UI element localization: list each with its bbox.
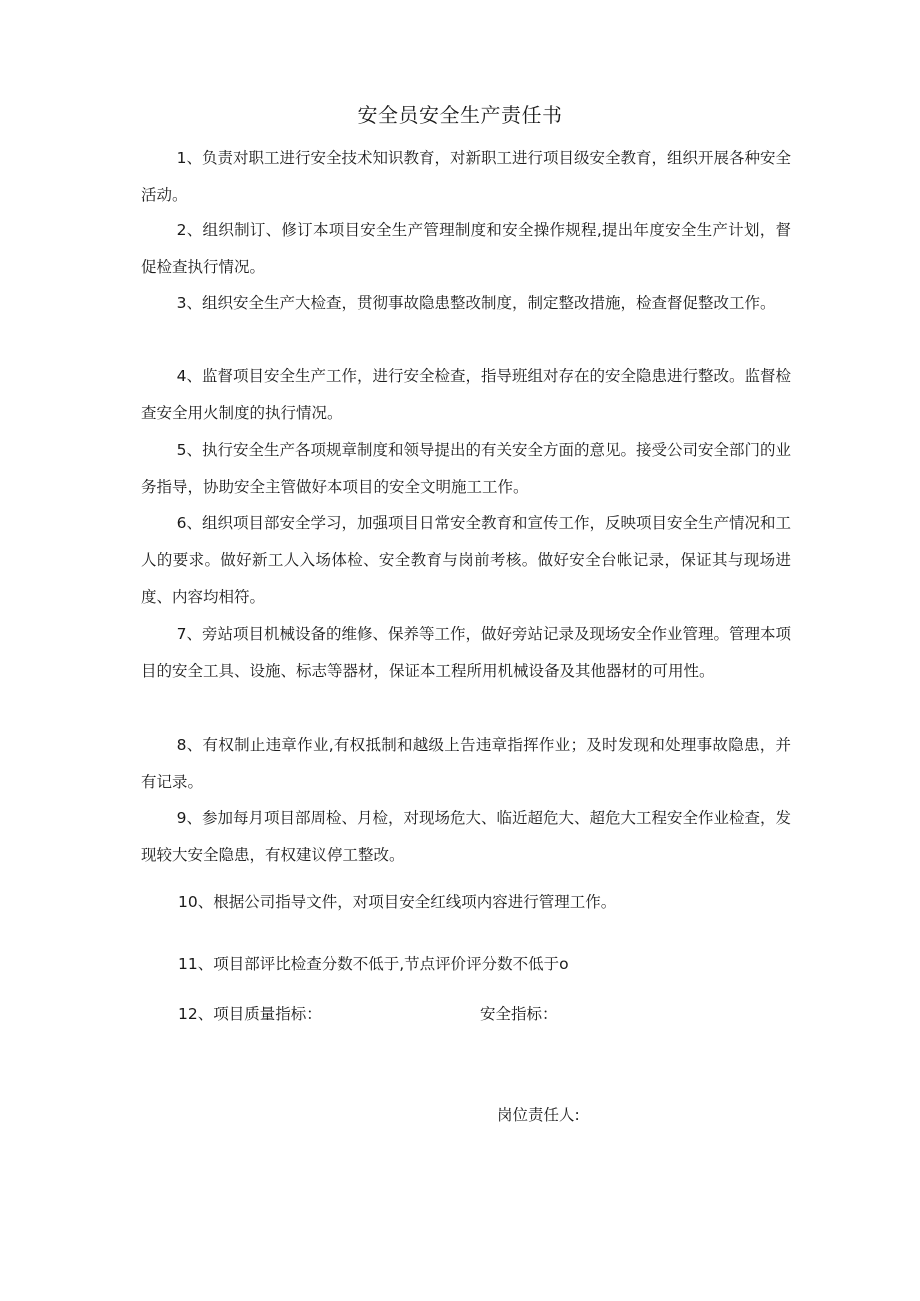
- document-title: 安全员安全生产责任书: [357, 103, 563, 127]
- clause-6: 6、组织项目部安全学习，加强项目日常安全教育和宣传工作，反映项目安全生产情况和工人的要求。做好新工人入场体检、安全教育与岗前考核。做好安全台帐记录，保证其与现场进度、内容均相符。: [141, 514, 792, 606]
- clause-5: 5、执行安全生产各项规章制度和领导提出的有关安全方面的意见。接受公司安全部门的业务指导，协助安全主管做好本项目的安全文明施工工作。: [141, 441, 792, 496]
- clause-1: 1、负责对职工进行安全技术知识教育，对新职工进行项目级安全教育，组织开展各种安全活动。: [141, 149, 792, 204]
- clause-7: 7、旁站项目机械设备的维修、保养等工作，做好旁站记录及现场安全作业管理。管理本项目的安全工具、设施、标志等器材，保证本工程所用机械设备及其他器材的可用性。: [141, 625, 792, 680]
- clause-10: 10、根据公司指导文件，对项目安全红线项内容进行管理工作。: [178, 893, 617, 911]
- clause-2: 2、组织制订、修订本项目安全生产管理制度和安全操作规程,提出年度安全生产计划，督促检查执行情况。: [141, 221, 791, 276]
- signature-label: 岗位责任人:: [497, 1106, 580, 1124]
- clause-9: 9、参加每月项目部周检、月检，对现场危大、临近超危大、超危大工程安全作业检查，发现较大安全隐患，有权建议停工整改。: [141, 809, 792, 864]
- clause-8: 8、有权制止违章作业,有权抵制和越级上告违章指挥作业；及时发现和处理事故隐患，并有记录。: [141, 736, 791, 791]
- clause-4: 4、监督项目安全生产工作，进行安全检查，指导班组对存在的安全隐患进行整改。监督检查安全用火制度的执行情况。: [141, 367, 792, 422]
- clause-3: 3、组织安全生产大检查，贯彻事故隐患整改制度，制定整改措施，检查督促整改工作。: [176, 294, 776, 312]
- clause-12-safety-label: 安全指标：: [480, 1005, 558, 1023]
- clause-12-quality-label: 12、项目质量指标：: [178, 1005, 322, 1023]
- clause-11: 11、项目部评比检查分数不低于,节点评价评分数不低于o: [178, 955, 569, 973]
